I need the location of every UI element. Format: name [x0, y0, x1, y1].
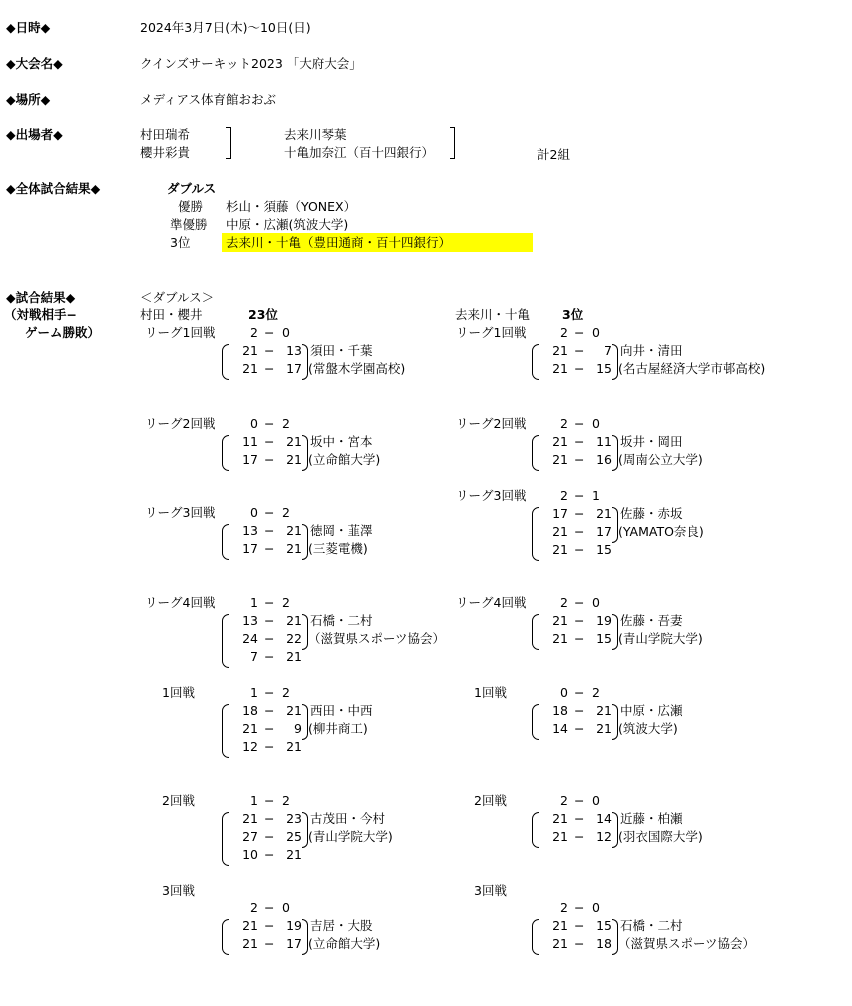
opponent-affiliation: （滋賀県スポーツ協会） — [618, 936, 756, 951]
overall-label: ◆全体試合結果◆ — [6, 181, 101, 196]
paren-left — [222, 704, 229, 758]
round-label: リーグ1回戦 — [145, 325, 216, 340]
paren-left — [222, 524, 229, 560]
total-score-dash: − — [264, 505, 275, 520]
game-score-right: 16 — [596, 452, 612, 467]
game-score-left: 21 — [242, 918, 258, 933]
round-label: 1回戦 — [474, 685, 507, 700]
opponent-affiliation: (羽衣国際大学) — [618, 829, 703, 844]
game-score-left: 21 — [242, 811, 258, 826]
opponent-affiliation: (青山学院大学) — [308, 829, 393, 844]
game-score-right: 21 — [286, 434, 302, 449]
bracket — [450, 127, 455, 159]
game-score-left: 13 — [242, 613, 258, 628]
total-score-left: 0 — [250, 416, 258, 431]
rank-label: 準優勝 — [170, 217, 208, 232]
opponent-name: 坂井・岡田 — [620, 434, 683, 449]
paren-left — [532, 614, 539, 650]
game-score-left: 18 — [242, 703, 258, 718]
game-score-right: 21 — [286, 452, 302, 467]
game-score-dash: − — [574, 811, 585, 826]
opponent-affiliation: (三菱電機) — [308, 541, 368, 556]
opponent-name: 石橋・二村 — [620, 918, 683, 933]
game-score-right: 25 — [286, 829, 302, 844]
game-score-dash: − — [264, 703, 275, 718]
opponent-name: 徳岡・韮澤 — [310, 523, 373, 538]
game-score-dash: − — [264, 434, 275, 449]
total-score-right: 2 — [282, 505, 290, 520]
opponent-affiliation: (柳井商工) — [308, 721, 368, 736]
total-score-right: 0 — [592, 325, 600, 340]
venue-label: ◆場所◆ — [6, 92, 51, 107]
round-label: 3回戦 — [474, 883, 507, 898]
right-pair: 去来川・十亀 — [455, 307, 531, 322]
game-score-right: 17 — [286, 936, 302, 951]
opponent-affiliation: (筑波大学) — [618, 721, 678, 736]
paren-left — [532, 919, 539, 955]
game-score-left: 7 — [250, 649, 258, 664]
round-label: リーグ2回戦 — [145, 416, 216, 431]
paren-left — [222, 435, 229, 471]
paren-left — [532, 344, 539, 380]
event-label: ◆大会名◆ — [6, 56, 63, 71]
game-score-dash: − — [574, 631, 585, 646]
game-score-left: 21 — [552, 524, 568, 539]
game-score-right: 21 — [286, 739, 302, 754]
game-score-right: 9 — [294, 721, 302, 736]
game-score-right: 21 — [286, 649, 302, 664]
game-score-right: 22 — [286, 631, 302, 646]
game-score-left: 18 — [552, 703, 568, 718]
total-score-dash: − — [574, 900, 585, 915]
total-score-left: 2 — [560, 488, 568, 503]
round-label: 3回戦 — [162, 883, 195, 898]
opponent-affiliation: (周南公立大学) — [618, 452, 703, 467]
game-score-right: 21 — [286, 703, 302, 718]
game-score-right: 15 — [596, 631, 612, 646]
opponent-name: 佐藤・吾妻 — [620, 613, 683, 628]
total-score-right: 2 — [282, 595, 290, 610]
game-score-left: 21 — [552, 452, 568, 467]
rank-team-highlight: 去来川・十亀（豊田通商・百十四銀行） — [226, 235, 452, 250]
player-name: 櫻井彩貴 — [140, 145, 191, 160]
results-label: ◆試合結果◆ — [6, 290, 76, 305]
total-score-left: 2 — [560, 793, 568, 808]
game-score-dash: − — [264, 847, 275, 862]
results-category: ＜ダブルス＞ — [140, 290, 215, 305]
total-score-left: 0 — [560, 685, 568, 700]
game-score-left: 21 — [552, 918, 568, 933]
opponent-name: 佐藤・赤坂 — [620, 506, 683, 521]
total-score-right: 0 — [282, 900, 290, 915]
paren-left — [222, 614, 229, 668]
round-label: リーグ1回戦 — [456, 325, 527, 340]
total-score-left: 1 — [250, 685, 258, 700]
game-score-right: 17 — [596, 524, 612, 539]
rank-team: 中原・広瀬(筑波大学) — [226, 217, 349, 232]
opponent-affiliation: (名古屋経済大学市邨高校) — [618, 361, 766, 376]
game-score-dash: − — [574, 918, 585, 933]
game-score-left: 21 — [552, 829, 568, 844]
total-score-left: 2 — [560, 595, 568, 610]
game-score-left: 21 — [552, 936, 568, 951]
total-score-right: 0 — [282, 325, 290, 340]
game-score-right: 21 — [286, 613, 302, 628]
round-label: リーグ2回戦 — [456, 416, 527, 431]
game-score-dash: − — [264, 452, 275, 467]
game-score-left: 21 — [552, 631, 568, 646]
opponent-name: 須田・千葉 — [310, 343, 373, 358]
game-score-dash: − — [574, 506, 585, 521]
game-score-left: 21 — [552, 613, 568, 628]
total-score-left: 2 — [560, 900, 568, 915]
opponent-affiliation: (立命館大学) — [308, 936, 381, 951]
player-name: 十亀加奈江（百十四銀行） — [284, 145, 435, 160]
opponent-name: 西田・中西 — [310, 703, 373, 718]
total-score-right: 0 — [592, 595, 600, 610]
game-score-right: 19 — [286, 918, 302, 933]
rank-label: 3位 — [170, 235, 191, 250]
game-score-dash: − — [574, 829, 585, 844]
game-score-dash: − — [574, 343, 585, 358]
left-pair: 村田・櫻井 — [140, 307, 203, 322]
total-score-right: 2 — [282, 793, 290, 808]
total-score-right: 2 — [592, 685, 600, 700]
game-score-right: 21 — [596, 721, 612, 736]
opponent-affiliation: (青山学院大学) — [618, 631, 703, 646]
paren-left — [222, 344, 229, 380]
opponent-name: 近藤・柏瀬 — [620, 811, 683, 826]
game-score-dash: − — [264, 649, 275, 664]
game-score-right: 13 — [286, 343, 302, 358]
game-score-right: 23 — [286, 811, 302, 826]
right-place: 3位 — [562, 307, 584, 322]
game-score-right: 11 — [596, 434, 612, 449]
overall-category: ダブルス — [167, 181, 217, 196]
total-score-left: 1 — [250, 595, 258, 610]
round-label: 2回戦 — [474, 793, 507, 808]
total-score-dash: − — [264, 595, 275, 610]
game-score-right: 15 — [596, 361, 612, 376]
total-score-left: 2 — [250, 900, 258, 915]
total-score-right: 0 — [592, 900, 600, 915]
game-score-dash: − — [264, 541, 275, 556]
date-label: ◆日時◆ — [6, 20, 51, 35]
game-score-left: 13 — [242, 523, 258, 538]
paren-left — [532, 812, 539, 848]
game-score-right: 7 — [604, 343, 612, 358]
opponent-affiliation: （滋賀県スポーツ協会） — [308, 631, 446, 646]
player-name: 村田瑞希 — [140, 127, 191, 142]
total-score-left: 1 — [250, 793, 258, 808]
opponent-name: 古茂田・今村 — [310, 811, 386, 826]
total-score-dash: − — [264, 900, 275, 915]
opponent-affiliation: (常盤木学園高校) — [308, 361, 406, 376]
paren-left — [532, 507, 539, 561]
game-score-left: 27 — [242, 829, 258, 844]
game-score-dash: − — [574, 613, 585, 628]
game-score-dash: − — [264, 918, 275, 933]
players-label: ◆出場者◆ — [6, 127, 63, 142]
total-score-left: 2 — [560, 416, 568, 431]
game-score-dash: − — [574, 452, 585, 467]
opponent-name: 向井・清田 — [620, 343, 683, 358]
results-sublabel: ゲーム勝敗） — [25, 325, 101, 340]
game-score-right: 21 — [596, 703, 612, 718]
player-name: 去来川琴葉 — [284, 127, 347, 142]
paren-left — [532, 435, 539, 471]
game-score-dash: − — [264, 721, 275, 736]
round-label: リーグ3回戦 — [145, 505, 216, 520]
game-score-right: 17 — [286, 361, 302, 376]
total-score-right: 1 — [592, 488, 600, 503]
game-score-left: 17 — [242, 541, 258, 556]
round-label: リーグ3回戦 — [456, 488, 527, 503]
total-score-left: 0 — [250, 505, 258, 520]
game-score-left: 17 — [552, 506, 568, 521]
paren-left — [222, 812, 229, 866]
total-score-right: 2 — [282, 416, 290, 431]
game-score-right: 14 — [596, 811, 612, 826]
game-score-right: 12 — [596, 829, 612, 844]
game-score-dash: − — [574, 703, 585, 718]
paren-left — [532, 704, 539, 740]
round-label: 2回戦 — [162, 793, 195, 808]
game-score-dash: − — [264, 613, 275, 628]
opponent-affiliation: (YAMATO奈良) — [618, 524, 704, 539]
game-score-right: 21 — [286, 847, 302, 862]
results-sublabel: （対戦相手− — [4, 307, 77, 322]
total-score-dash: − — [264, 325, 275, 340]
game-score-dash: − — [264, 811, 275, 826]
game-score-left: 17 — [242, 452, 258, 467]
total-score-right: 0 — [592, 416, 600, 431]
total-pairs: 計2組 — [537, 147, 570, 162]
rank-team: 杉山・須藤（YONEX） — [226, 199, 357, 214]
game-score-dash: − — [574, 721, 585, 736]
round-label: 1回戦 — [162, 685, 195, 700]
game-score-dash: − — [574, 524, 585, 539]
round-label: リーグ4回戦 — [145, 595, 216, 610]
game-score-left: 21 — [242, 721, 258, 736]
total-score-dash: − — [574, 488, 585, 503]
game-score-left: 10 — [242, 847, 258, 862]
game-score-dash: − — [264, 936, 275, 951]
game-score-right: 21 — [286, 541, 302, 556]
total-score-dash: − — [264, 685, 275, 700]
game-score-dash: − — [574, 542, 585, 557]
game-score-left: 21 — [242, 936, 258, 951]
total-score-left: 2 — [250, 325, 258, 340]
game-score-dash: − — [574, 434, 585, 449]
paren-left — [222, 919, 229, 955]
game-score-right: 19 — [596, 613, 612, 628]
game-score-left: 12 — [242, 739, 258, 754]
rank-label: 優勝 — [178, 199, 204, 214]
game-score-right: 15 — [596, 918, 612, 933]
game-score-left: 21 — [242, 343, 258, 358]
bracket — [226, 127, 231, 159]
game-score-left: 11 — [242, 434, 258, 449]
game-score-left: 14 — [552, 721, 568, 736]
total-score-dash: − — [264, 416, 275, 431]
game-score-right: 18 — [596, 936, 612, 951]
game-score-dash: − — [264, 343, 275, 358]
total-score-dash: − — [574, 595, 585, 610]
total-score-dash: − — [574, 325, 585, 340]
event-value: クインズサーキット2023 「大府大会」 — [140, 56, 362, 71]
venue-value: メディアス体育館おおぶ — [140, 92, 277, 107]
opponent-name: 石橋・二村 — [310, 613, 373, 628]
game-score-dash: − — [574, 936, 585, 951]
game-score-dash: − — [264, 631, 275, 646]
total-score-dash: − — [574, 685, 585, 700]
total-score-right: 0 — [592, 793, 600, 808]
game-score-left: 24 — [242, 631, 258, 646]
left-place: 23位 — [248, 307, 278, 322]
date-value: 2024年3月7日(木)〜10日(日) — [140, 20, 311, 35]
game-score-dash: − — [264, 829, 275, 844]
opponent-name: 吉居・大股 — [310, 918, 373, 933]
total-score-dash: − — [574, 793, 585, 808]
game-score-left: 21 — [242, 361, 258, 376]
game-score-right: 15 — [596, 542, 612, 557]
game-score-dash: − — [264, 523, 275, 538]
game-score-dash: − — [574, 361, 585, 376]
game-score-left: 21 — [552, 343, 568, 358]
game-score-right: 21 — [286, 523, 302, 538]
game-score-right: 21 — [596, 506, 612, 521]
game-score-dash: − — [264, 361, 275, 376]
game-score-dash: − — [264, 739, 275, 754]
total-score-dash: − — [264, 793, 275, 808]
game-score-left: 21 — [552, 811, 568, 826]
total-score-left: 2 — [560, 325, 568, 340]
game-score-left: 21 — [552, 434, 568, 449]
game-score-left: 21 — [552, 361, 568, 376]
round-label: リーグ4回戦 — [456, 595, 527, 610]
total-score-right: 2 — [282, 685, 290, 700]
game-score-left: 21 — [552, 542, 568, 557]
total-score-dash: − — [574, 416, 585, 431]
opponent-name: 坂中・宮本 — [310, 434, 373, 449]
opponent-affiliation: (立命館大学) — [308, 452, 381, 467]
opponent-name: 中原・広瀬 — [620, 703, 683, 718]
